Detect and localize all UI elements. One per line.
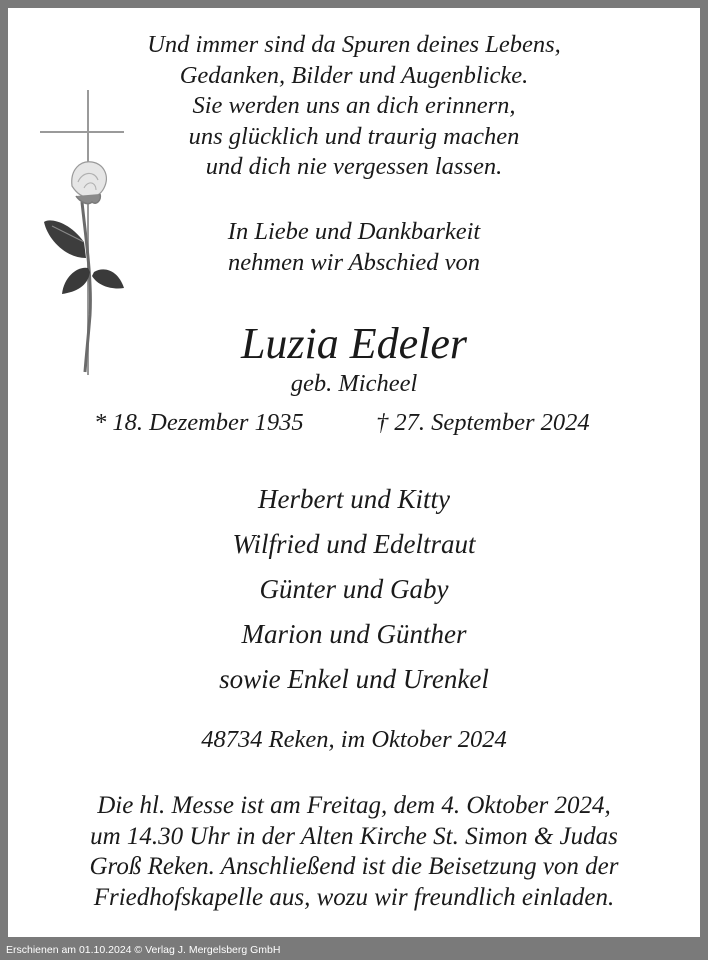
mourner-entry: Marion und Günther <box>241 619 467 649</box>
birth-date: * 18. Dezember 1935 <box>94 409 304 436</box>
birth-name: geb. Micheel <box>290 370 418 397</box>
mourner-entry: sowie Enkel und Urenkel <box>219 664 489 694</box>
mourners-list <box>8 477 700 702</box>
service-line: Friedhofskapelle aus, wozu wir freundlich einladen. <box>93 883 615 911</box>
publication-footer: Erschienen am 01.10.2024 © Verlag J. Mergelsberg GmbH <box>6 944 281 956</box>
obituary-card <box>8 8 700 937</box>
poem <box>8 30 700 183</box>
intro-line: nehmen wir Abschied von <box>228 248 480 276</box>
service-line: Die hl. Messe ist am Freitag, dem 4. Oktober 2024, <box>97 792 611 819</box>
intro-line: In Liebe und Dankbarkeit <box>227 218 481 245</box>
mourner-entry: Wilfried und Edeltraut <box>232 529 476 559</box>
poem-line: Gedanken, Bilder und Augenblicke. <box>179 61 529 89</box>
poem-line: uns glücklich und traurig machen <box>188 122 520 150</box>
poem-line: und dich nie vergessen lassen. <box>205 153 503 180</box>
mourner-entry: Herbert und Kitty <box>258 484 450 514</box>
mourner-entry: Günter und Gaby <box>259 574 449 604</box>
service-line: um 14.30 Uhr in der Alten Kirche St. Simon & Judas <box>90 822 618 850</box>
deceased-name: Luzia Edeler <box>240 319 468 368</box>
intro-text <box>8 217 700 278</box>
poem-line: Sie werden uns an dich erinnern, <box>192 92 516 119</box>
service-notice <box>8 791 700 913</box>
death-date: † 27. September 2024 <box>376 409 590 436</box>
place-date: 48734 Reken, im Oktober 2024 <box>201 726 507 753</box>
service-line: Groß Reken. Anschließend ist die Beisetzung von der <box>89 853 619 880</box>
poem-line: Und immer sind da Spuren deines Lebens, <box>147 31 561 58</box>
